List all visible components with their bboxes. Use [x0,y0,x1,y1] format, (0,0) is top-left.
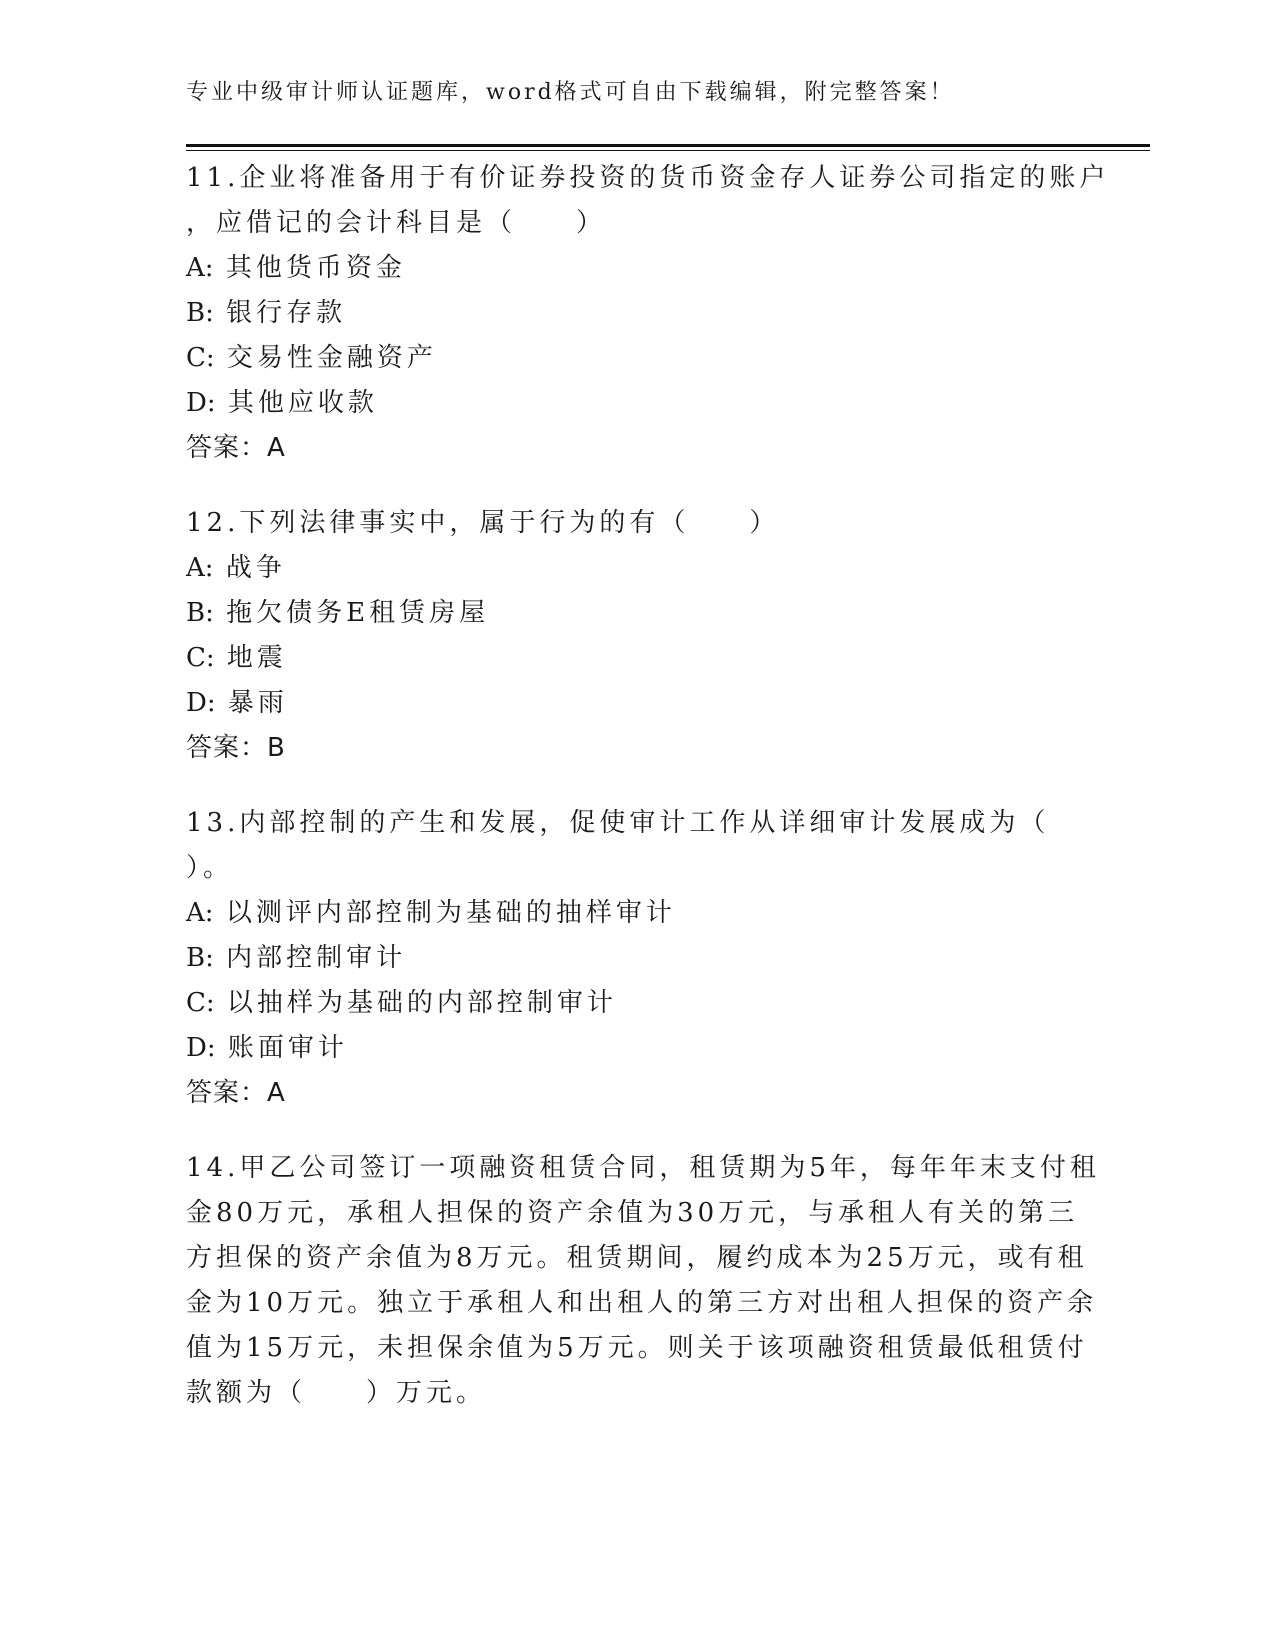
answer: 答案：A [186,1078,286,1108]
stem-line: 12.下列法律事实中，属于行为的有（ ） [186,508,780,538]
stem-line: 方担保的资产余值为8万元。租赁期间，履约成本为25万元，或有租 [186,1243,1088,1273]
stem-line: ，应借记的会计科目是（ ） [186,208,607,238]
header-rule-thick [186,144,1150,147]
question-13 [186,801,1086,1116]
option-a: A: 以测评内部控制为基础的抽样审计 [186,898,676,928]
question-stem [186,1146,1100,1416]
option-d: D: 账面审计 [186,1033,348,1063]
option-d: D: 其他应收款 [186,388,378,418]
page-header: 专业中级审计师认证题库，word格式可自由下载编辑，附完整答案！ [186,80,955,105]
header-rule-thin [186,150,1150,151]
option-c: C: 以抽样为基础的内部控制审计 [186,988,617,1018]
stem-line: 13.内部控制的产生和发展，促使审计工作从详细审计发展成为（ [186,808,1050,838]
stem-line: 款额为（ ）万元。 [186,1378,487,1408]
option-c: C: 地震 [186,643,287,673]
question-stem [186,156,1110,246]
stem-line: 值为15万元，未担保余值为5万元。则关于该项融资租赁最低租赁付 [186,1333,1088,1363]
stem-line: 金80万元，承租人担保的资产余值为30万元，与承租人有关的第三 [186,1198,1079,1228]
question-11 [186,156,1110,471]
question-14 [186,1146,1100,1416]
stem-line: 金为10万元。独立于承租人和出租人的第三方对出租人担保的资产余 [186,1288,1098,1318]
option-b: B: 拖欠债务E租赁房屋 [186,598,490,628]
answer: 答案：A [186,433,286,463]
question-stem [186,801,1086,891]
option-b: B: 内部控制审计 [186,943,407,973]
question-list [186,156,1110,1446]
option-b: B: 银行存款 [186,298,347,328]
answer: 答案：B [186,733,286,763]
option-c: C: 交易性金融资产 [186,343,437,373]
stem-line: 14.甲乙公司签订一项融资租赁合同，租赁期为5年，每年年末支付租 [186,1153,1100,1183]
option-d: D: 暴雨 [186,688,288,718]
option-a: A: 战争 [186,553,286,583]
question-12 [186,501,1086,771]
stem-line: ）。 [186,853,234,883]
option-a: A: 其他货币资金 [186,253,406,283]
question-stem [186,501,1086,546]
stem-line: 11.企业将准备用于有价证券投资的货币资金存人证券公司指定的账户 [186,163,1110,193]
